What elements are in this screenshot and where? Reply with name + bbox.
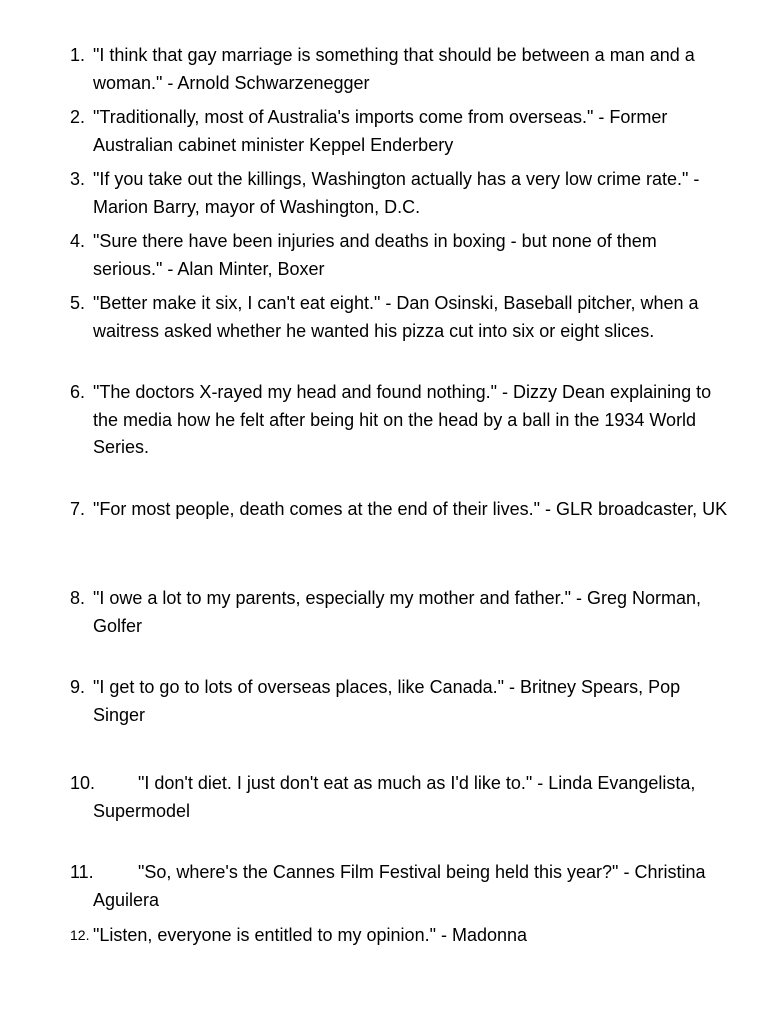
list-number: 5. [70,293,86,313]
quote-item-4 [70,228,730,283]
list-number: 3. [70,169,86,189]
list-number: 11. [70,862,94,882]
quote-item-8 [70,585,730,640]
quote-item-6 [70,379,730,462]
list-number: 10. [70,773,96,793]
quote-item-1 [70,42,730,97]
quote-text: "I get to go to lots of overseas places, like Canada." - Britney Spears, Pop Singer [93,677,681,725]
quote-text: "The doctors X-rayed my head and found nothing." - Dizzy Dean explaining to the media how he felt after being hit on the head by a ball in the 1934 World Series. [93,382,712,457]
quote-text: "Traditionally, most of Australia's imports come from overseas." - Former Australian cabinet minister Keppel Enderbery [93,107,668,155]
list-number: 7. [70,499,86,519]
quote-text: "I owe a lot to my parents, especially my mother and father." - Greg Norman, Golfer [93,588,702,636]
quote-text: "I don't diet. I just don't eat as much as I'd like to." - Linda Evangelista, Supermodel [93,773,696,821]
quote-item-12 [70,922,730,950]
quote-text: "Sure there have been injuries and deaths in boxing - but none of them serious." - Alan Minter, Boxer [93,231,657,279]
quote-text: "So, where's the Cannes Film Festival being held this year?" - Christina Aguilera [93,862,706,910]
quote-text: "I think that gay marriage is something that should be between a man and a woman." - Arnold Schwarzenegger [93,45,695,93]
quote-item-9 [70,674,730,729]
list-number: 8. [70,588,86,608]
list-number: 9. [70,677,86,697]
list-number: 12. [70,927,90,943]
list-number: 2. [70,107,86,127]
quote-text: "Listen, everyone is entitled to my opinion." - Madonna [93,925,528,945]
quote-item-7 [70,496,730,524]
list-number: 4. [70,231,86,251]
quote-item-11 [70,859,730,914]
quote-item-3 [70,166,730,221]
quote-item-2 [70,104,730,159]
quote-item-10 [70,770,730,825]
quote-text: "If you take out the killings, Washington actually has a very low crime rate." - Marion Barry, mayor of Washington, D.C. [93,169,700,217]
list-number: 6. [70,382,86,402]
quote-item-5 [70,290,730,345]
quote-text: "Better make it six, I can't eat eight." - Dan Osinski, Baseball pitcher, when a waitress asked whether he wanted his pizza cut into six or eight slices. [93,293,699,341]
quote-text: "For most people, death comes at the end of their lives." - GLR broadcaster, UK [93,499,728,519]
list-number: 1. [70,45,86,65]
